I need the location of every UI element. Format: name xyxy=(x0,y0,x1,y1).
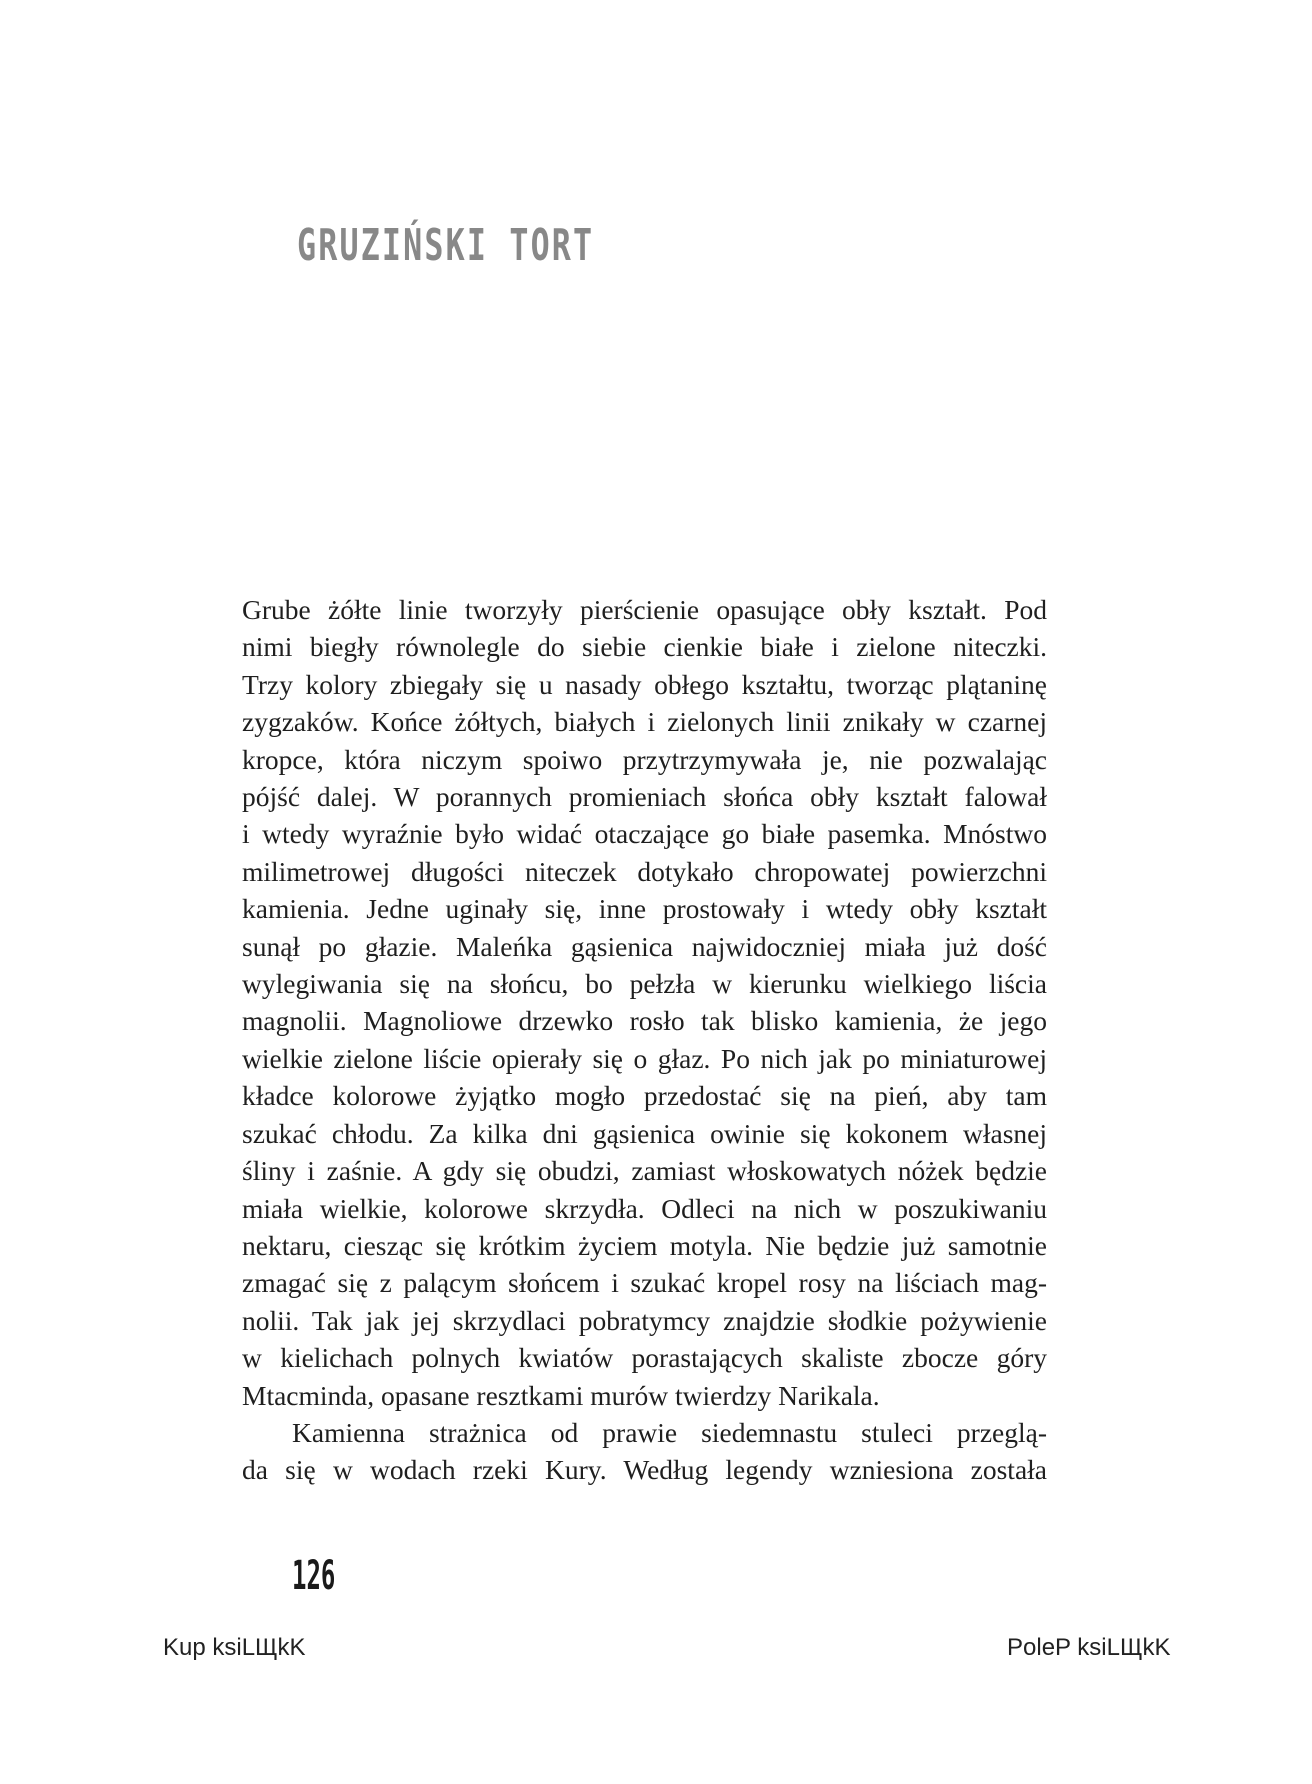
text-line: sunął po głazie. Maleńka gąsienica najwidoczniej miała już dość xyxy=(242,930,1047,962)
text-line: Kamienna strażnica od prawie siedemnastu stuleci przeglą- xyxy=(292,1416,1047,1448)
text-line: da się w wodach rzeki Kury. Według legendy wzniesiona została xyxy=(242,1454,1047,1486)
text-line: kropce, która niczym spoiwo przytrzymywała je, nie pozwalając xyxy=(242,743,1047,775)
text-line: milimetrowej długości niteczek dotykało chropowatej powierzchni xyxy=(242,855,1047,887)
text-line: Trzy kolory zbiegały się u nasady obłego kształtu, tworząc plątaninę xyxy=(242,668,1047,700)
text-line: zygzaków. Końce żółtych, białych i zielonych linii znikały w czarnej xyxy=(242,706,1047,738)
text-line: śliny i zaśnie. A gdy się obudzi, zamiast włoskowatych nóżek będzie xyxy=(242,1155,1047,1187)
footer-recommend-book-link[interactable]: PoleP ksiLЩkK xyxy=(1007,1634,1171,1661)
text-line: wylegiwania się na słońcu, bo pełzła w kierunku wielkiego liścia xyxy=(242,968,1047,1000)
text-line: magnolii. Magnoliowe drzewko rosło tak blisko kamienia, że jego xyxy=(242,1005,1047,1037)
text-line: kamienia. Jedne uginały się, inne prostowały i wtedy obły kształt xyxy=(242,893,1047,925)
text-line: nektaru, ciesząc się krótkim życiem motyla. Nie będzie już samotnie xyxy=(242,1229,1047,1261)
text-line: i wtedy wyraźnie było widać otaczające go białe pasemka. Mnóstwo xyxy=(242,818,1047,850)
text-line: kładce kolorowe żyjątko mogło przedostać się na pień, aby tam xyxy=(242,1080,1047,1112)
text-line: Mtacminda, opasane resztkami murów twierdzy Narikala. xyxy=(242,1379,880,1411)
text-line: szukać chłodu. Za kilka dni gąsienica owinie się kokonem własnej xyxy=(242,1117,1047,1149)
paragraph-1 xyxy=(242,591,1047,1414)
text-line: miała wielkie, kolorowe skrzydła. Odleci na nich w poszukiwaniu xyxy=(242,1192,1047,1224)
text-line: zmagać się z palącym słońcem i szukać kropel rosy na liściach mag- xyxy=(242,1267,1047,1299)
body-text xyxy=(242,591,1047,1489)
footer-buy-book-link[interactable]: Kup ksiLЩkK xyxy=(163,1634,306,1661)
chapter-title: GRUZIŃSKI TORT xyxy=(297,220,595,271)
text-line: nolii. Tak jak jej skrzydlaci pobratymcy znajdzie słodkie pożywienie xyxy=(242,1304,1047,1336)
text-line: wielkie zielone liście opierały się o głaz. Po nich jak po miniaturowej xyxy=(242,1042,1047,1074)
text-line: nimi biegły równolegle do siebie cienkie białe i zielone niteczki. xyxy=(242,631,1047,663)
text-line: Grube żółte linie tworzyły pierścienie opasujące obły kształt. Pod xyxy=(242,594,1047,625)
page-number: 126 xyxy=(292,1553,336,1599)
text-line: w kielichach polnych kwiatów porastających skaliste zbocze góry xyxy=(242,1342,1047,1374)
paragraph-2 xyxy=(242,1414,1047,1489)
text-line: pójść dalej. W porannych promieniach słońca obły kształt falował xyxy=(242,781,1047,813)
